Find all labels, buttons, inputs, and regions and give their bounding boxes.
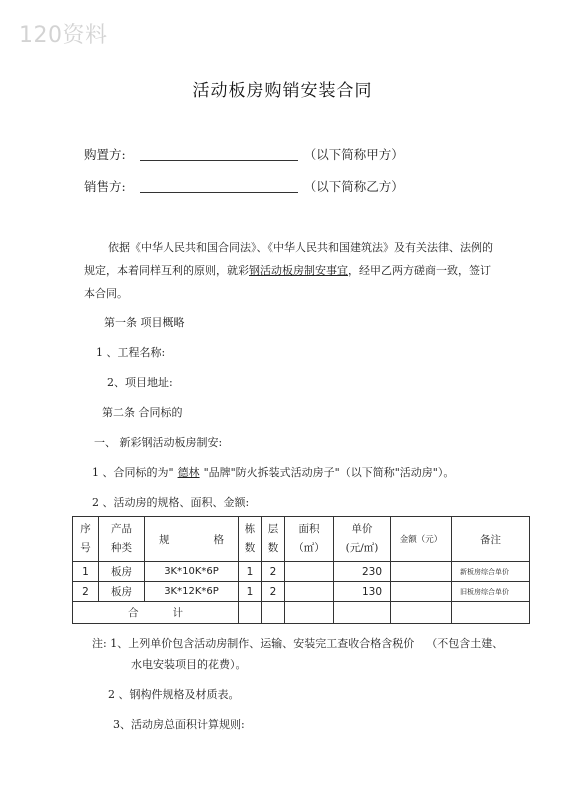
header-seq-1: 序 <box>80 523 91 535</box>
total-area <box>285 602 334 624</box>
seller-label: 销售方: <box>84 179 126 194</box>
buyer-label: 购置方: <box>84 147 126 162</box>
clause1-brand: 德林 <box>177 466 200 479</box>
note1-line1 <box>92 635 503 651</box>
preamble-underlined: 钢活动板房制安事宜 <box>249 264 348 277</box>
article1-heading: 第一条 项目概略 <box>104 316 185 329</box>
preamble-text-2: ，经甲乙两方磋商一致，签订本合同。 <box>84 264 491 300</box>
cell-count: 1 <box>239 562 262 582</box>
header-remark: 备注 <box>452 517 530 562</box>
article2-sub1: 一、 新彩钢活动板房制安: <box>94 436 223 449</box>
header-spec-1: 规 <box>159 533 170 546</box>
header-spec-2: 格 <box>213 533 224 546</box>
total-label-2: 计 <box>172 607 183 619</box>
document-title: 活动板房购销安装合同 <box>192 81 373 101</box>
header-spec <box>145 517 239 562</box>
cell-spec: 3K*12K*6P <box>145 582 239 602</box>
header-product <box>99 517 145 562</box>
header-area-2: （㎡） <box>293 542 325 554</box>
article2-heading: 第二条 合同标的 <box>102 406 183 419</box>
header-price-1: 单价 <box>351 523 373 535</box>
clause1-suffix: "品牌"防火拆装式活动房子"（以下简称"活动房"）。 <box>203 466 455 479</box>
preamble-paragraph <box>84 236 494 305</box>
total-label <box>73 602 239 624</box>
cell-floors: 2 <box>262 562 285 582</box>
buyer-note: （以下简称甲方） <box>303 147 404 162</box>
total-remark <box>452 602 530 624</box>
cell-price: 130 <box>334 582 391 602</box>
table-header-row <box>73 517 530 562</box>
cell-amount <box>391 562 452 582</box>
clause1-prefix: 1 、合同标的为" <box>92 466 174 479</box>
cell-remark: 新板房综合单价 <box>452 562 530 582</box>
header-seq-2: 号 <box>80 542 91 554</box>
header-price-2: (元/㎡) <box>345 542 379 554</box>
header-count-2: 数 <box>244 542 256 554</box>
note1-text-b: （不包含土建、 <box>426 637 504 650</box>
seller-blank[interactable] <box>140 180 298 193</box>
cell-floors: 2 <box>262 582 285 602</box>
total-label-1: 合 <box>128 607 139 619</box>
header-area-1: 面积 <box>298 523 320 535</box>
header-amount: 金额（元） <box>391 517 452 562</box>
cell-seq: 2 <box>73 582 99 602</box>
total-count <box>239 602 262 624</box>
note-item3: 3、活动房总面积计算规则: <box>113 718 245 731</box>
article1-item2: 2、项目地址: <box>107 376 173 389</box>
spec-table <box>72 516 530 624</box>
cell-area <box>285 562 334 582</box>
cell-seq: 1 <box>73 562 99 582</box>
header-product-1: 产品 <box>111 523 132 535</box>
cell-remark: 旧板房综合单价 <box>452 582 530 602</box>
article1-item1: 1 、工程名称: <box>96 346 166 359</box>
header-count-1: 栋 <box>244 523 256 535</box>
table-row <box>73 582 530 602</box>
header-seq <box>73 517 99 562</box>
header-area <box>285 517 334 562</box>
cell-spec: 3K*10K*6P <box>145 562 239 582</box>
seller-line <box>84 177 404 195</box>
header-floors-1: 层 <box>267 523 279 535</box>
cell-area <box>285 582 334 602</box>
buyer-line <box>84 145 404 163</box>
preamble-text-1: 依据《中华人民共和国合同法》、《中华人民共和国建筑法》及有关法律、法例的规定，本着同样互利的原则，就彩 <box>84 241 493 277</box>
table-row <box>73 562 530 582</box>
total-amount <box>391 602 452 624</box>
header-floors <box>262 517 285 562</box>
cell-price: 230 <box>334 562 391 582</box>
article2-clause2: 2 、活动房的规格、面积、金额: <box>92 496 250 509</box>
cell-product: 板房 <box>99 582 145 602</box>
seller-note: （以下简称乙方） <box>303 179 404 194</box>
note1-line2: 水电安装项目的花费）。 <box>131 658 247 671</box>
header-product-2: 种类 <box>111 542 132 554</box>
note1-text-a: 注: 1、上列单价包含活动房制作、运输、安装完工查收合格含税价 <box>92 637 415 650</box>
table-total-row <box>73 602 530 624</box>
watermark: 120资料 <box>19 23 108 48</box>
header-floors-2: 数 <box>267 542 279 554</box>
cell-amount <box>391 582 452 602</box>
header-count <box>239 517 262 562</box>
total-floors <box>262 602 285 624</box>
article2-clause1 <box>92 464 454 480</box>
total-price <box>334 602 391 624</box>
cell-product: 板房 <box>99 562 145 582</box>
note-item2: 2 、钢构件规格及材质表。 <box>108 688 240 701</box>
header-price <box>334 517 391 562</box>
buyer-blank[interactable] <box>140 148 298 161</box>
cell-count: 1 <box>239 582 262 602</box>
